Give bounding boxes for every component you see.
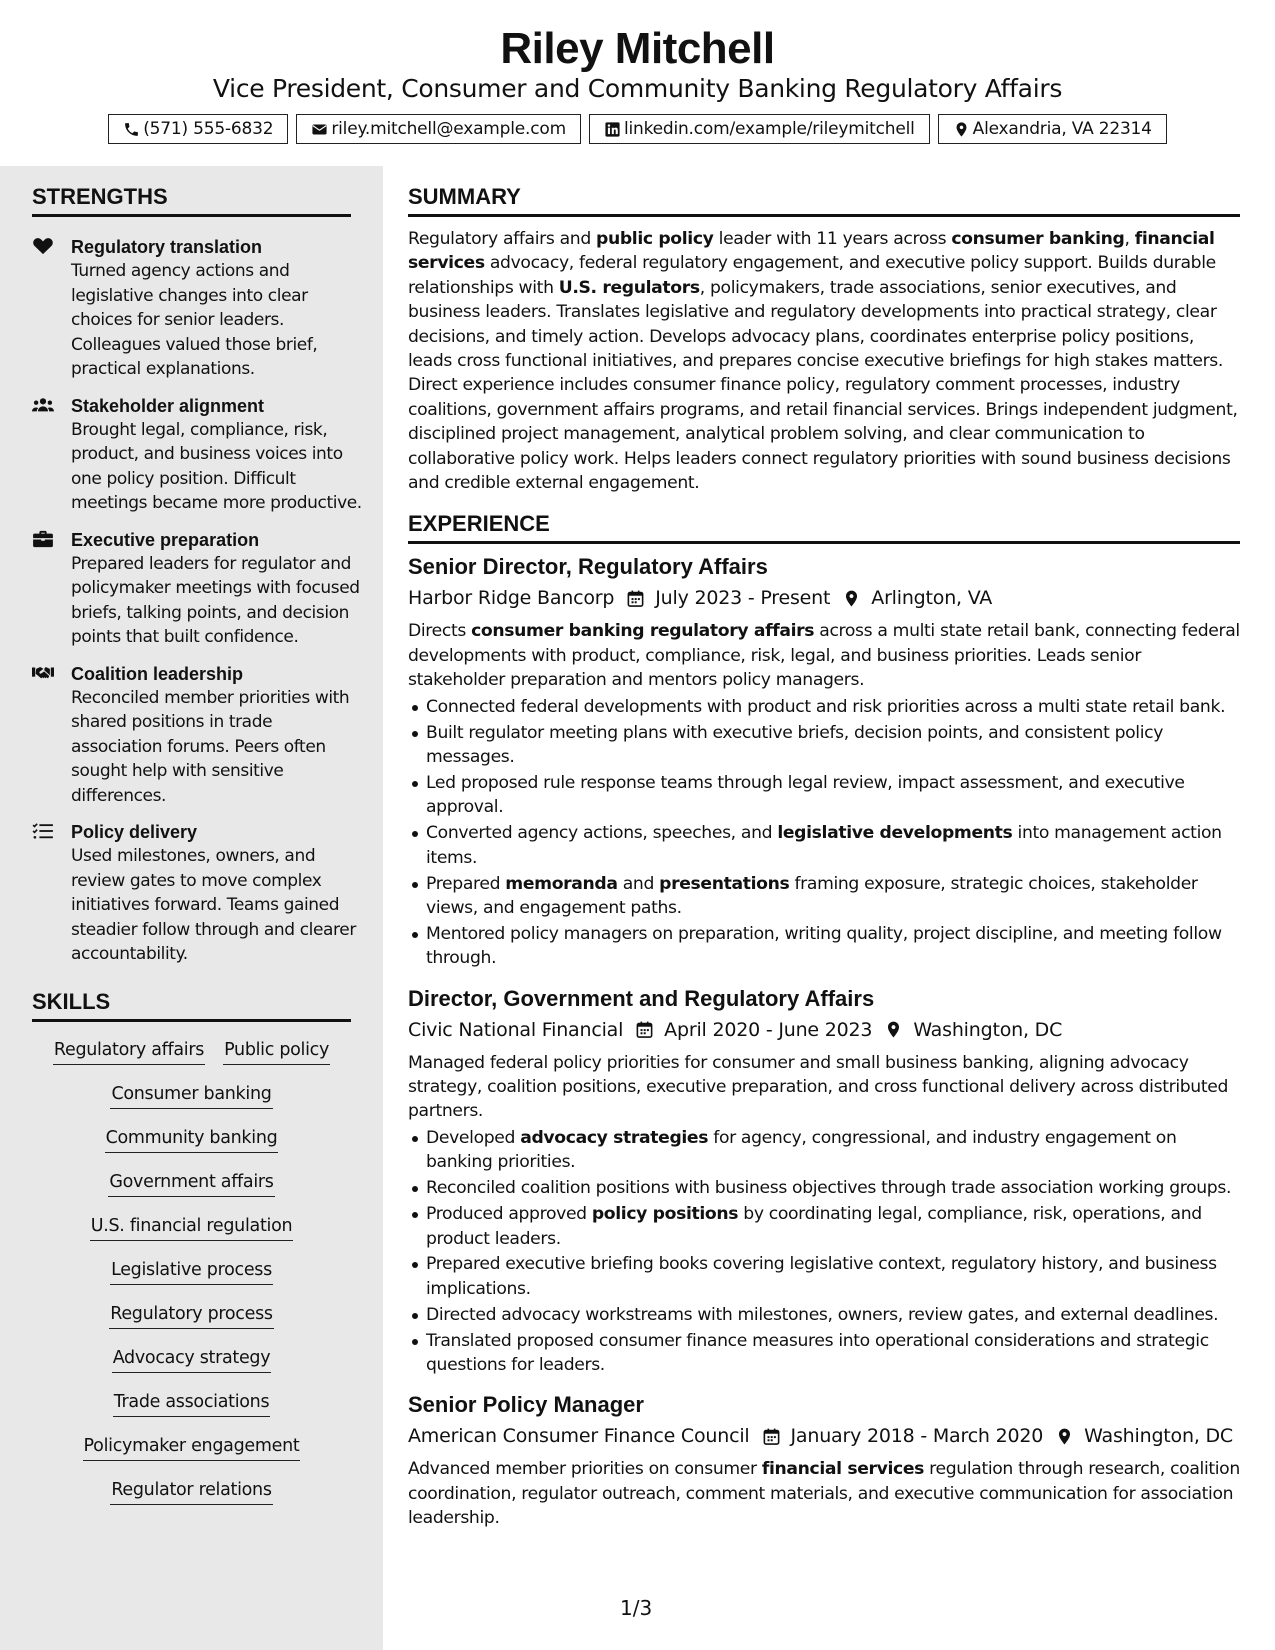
strength-item: [0, 235, 383, 382]
summary-title: SUMMARY: [408, 184, 1240, 217]
skills-title: SKILLS: [32, 989, 351, 1022]
job-entry: [408, 1391, 1240, 1530]
users-icon: [32, 396, 54, 414]
job-meta: [408, 1015, 1240, 1045]
experience-section: [408, 511, 1240, 1530]
skill-tag: Legislative process: [110, 1258, 273, 1285]
strength-item: [0, 662, 383, 809]
job-bullet: Directed advocacy workstreams with milestones, owners, review gates, and external deadlines.: [408, 1303, 1240, 1327]
job-description: Advanced member priorities on consumer financial services regulation through research, coalition coordination, regulator outreach, comment materials, and executive communication for association leadership.: [408, 1459, 1240, 1529]
job-bullet: Connected federal developments with product and risk priorities across a multi state retail bank.: [408, 695, 1240, 719]
strength-desc: Reconciled member priorities with shared positions in trade association forums. Peers often sought help with sensitive differences.: [71, 687, 350, 806]
strength-title: Coalition leadership: [71, 663, 244, 684]
contact-phone[interactable]: [108, 114, 288, 144]
skill-tag: Consumer banking: [110, 1082, 272, 1109]
job-description: Managed federal policy priorities for consumer and small business banking, aligning advocacy strategy, coalition positions, executive preparation, and cross functional delivery across distributed partners.: [408, 1052, 1229, 1122]
skill-tag: Government affairs: [108, 1170, 274, 1197]
heart-icon: [32, 237, 54, 255]
skill-tag: Trade associations: [113, 1390, 271, 1417]
bold-text: U.S. regulators: [558, 277, 700, 298]
skill-tag: Regulatory process: [109, 1302, 273, 1329]
job-bullets: [408, 1126, 1240, 1378]
page-number: 1/3: [620, 1596, 653, 1620]
strength-title: Executive preparation: [71, 529, 260, 550]
job-bullets: [408, 695, 1240, 971]
skill-tag: U.S. financial regulation: [90, 1214, 294, 1241]
resume-header: [0, 0, 1275, 166]
candidate-role: Vice President, Consumer and Community Banking Regulatory Affairs: [212, 74, 1063, 103]
strength-item: [0, 394, 383, 516]
map-pin-icon: [884, 1020, 903, 1039]
job-company: American Consumer Finance Council: [408, 1425, 750, 1448]
job-bullet: Led proposed rule response teams through legal review, impact assessment, and executive approval.: [408, 771, 1240, 820]
job-title: Director, Government and Regulatory Affairs: [408, 985, 875, 1011]
strength-desc: Turned agency actions and legislative changes into clear choices for senior leaders. Colleagues valued those brief, practical explanations.: [71, 261, 318, 379]
job-meta: [408, 1421, 1240, 1451]
contact-linkedin[interactable]: [589, 114, 930, 144]
handshake-icon: [32, 664, 54, 682]
contact-phone-text: (571) 555-6832: [143, 119, 274, 139]
linkedin-icon: [604, 121, 621, 138]
bold-text: financial services: [408, 229, 1215, 274]
strength-desc: Prepared leaders for regulator and policymaker meetings with focused briefs, talking points, and decision points that built confidence.: [71, 553, 360, 647]
bold-text: legislative developments: [777, 823, 1013, 844]
strength-title: Policy delivery: [71, 822, 198, 842]
sidebar: [0, 166, 383, 1650]
bold-text: financial services: [761, 1459, 925, 1480]
job-meta: [408, 583, 1240, 613]
job-company: Harbor Ridge Bancorp: [408, 587, 615, 610]
skill-tag: Advocacy strategy: [112, 1346, 272, 1373]
job-location: Arlington, VA: [871, 587, 993, 610]
main-content: [408, 166, 1240, 1650]
strengths-list: [0, 235, 383, 967]
job-bullet: Prepared memoranda and presentations framing exposure, strategic choices, stakeholder views, and engagement paths.: [408, 872, 1240, 921]
checklist-icon: [32, 822, 54, 840]
strength-title: Regulatory translation: [71, 237, 263, 257]
bold-text: memoranda: [505, 873, 618, 894]
bold-text: presentations: [659, 873, 790, 894]
contact-location-text: Alexandria, VA 22314: [972, 119, 1152, 139]
calendar-icon: [762, 1427, 781, 1446]
strengths-section: [0, 166, 383, 967]
map-pin-icon: [953, 121, 970, 138]
job-bullet: Produced approved policy positions by coordinating legal, compliance, risk, operations, and product leaders.: [408, 1202, 1240, 1251]
summary-section: [408, 184, 1240, 495]
job-dates: January 2018 - March 2020: [790, 1425, 1044, 1448]
contact-location: [938, 114, 1167, 144]
job-bullet: Mentored policy managers on preparation, writing quality, project discipline, and meeting follow through.: [408, 922, 1240, 971]
calendar-icon: [626, 589, 645, 608]
job-title: Senior Policy Manager: [408, 1392, 644, 1418]
skills-section: [0, 989, 383, 1505]
contact-linkedin-text: linkedin.com/example/rileymitchell: [623, 119, 915, 139]
envelope-icon: [311, 121, 328, 138]
job-bullet: Prepared executive briefing books covering legislative context, regulatory history, and business implications.: [408, 1252, 1240, 1301]
job-dates: April 2020 - June 2023: [664, 1018, 873, 1041]
skills-list: [32, 1038, 351, 1505]
summary-text: Regulatory affairs and public policy leader with 11 years across consumer banking, financial services advocacy, federal regulatory engagement, and executive policy support. Builds durable relationships with U.S. regulators, policymakers, trade associations, senior executives, and business leaders. Translates legislative and regulatory developments into practical strategy, clear decisions, and timely action. Develops advocacy plans, coordinates enterprise policy positions, leads cross functional initiatives, and prepares concise executive briefings for high stakes matters. Direct experience includes consumer finance policy, regulatory comment processes, industry coalitions, government affairs programs, and retail financial services. Brings independent judgment, disciplined project management, analytical problem solving, and clear communication to collaborative policy work. Helps leaders connect regulatory priorities with sound business decisions and credible external engagement.: [408, 229, 1238, 494]
job-bullet: Translated proposed consumer finance measures into operational considerations and strategic questions for leaders.: [408, 1329, 1240, 1378]
job-bullet: Built regulator meeting plans with executive briefs, decision points, and consistent policy messages.: [408, 721, 1240, 770]
job-location: Washington, DC: [913, 1018, 1063, 1041]
map-pin-icon: [1055, 1427, 1074, 1446]
contact-email[interactable]: [296, 114, 581, 144]
candidate-name: Riley Mitchell: [500, 24, 775, 73]
skill-tag: Public policy: [223, 1038, 330, 1065]
calendar-icon: [635, 1020, 654, 1039]
skill-tag: Regulatory affairs: [53, 1038, 205, 1065]
phone-icon: [123, 121, 140, 138]
job-entry: [408, 553, 1240, 970]
job-company: Civic National Financial: [408, 1018, 624, 1041]
job-bullet: Developed advocacy strategies for agency, congressional, and industry engagement on banking priorities.: [408, 1126, 1240, 1175]
experience-title: EXPERIENCE: [408, 511, 1240, 544]
skill-tag: Regulator relations: [110, 1478, 272, 1505]
strength-item: [0, 528, 383, 650]
job-bullet: Converted agency actions, speeches, and legislative developments into management action items.: [408, 821, 1240, 870]
strength-desc: Brought legal, compliance, risk, product, and business voices into one policy position. Difficult meetings became more productive.: [71, 419, 362, 513]
bold-text: consumer banking: [951, 229, 1125, 249]
strength-item: [0, 820, 383, 967]
job-dates: July 2023 - Present: [655, 587, 831, 610]
strength-title: Stakeholder alignment: [71, 395, 265, 416]
bold-text: policy positions: [591, 1204, 739, 1225]
contact-bar: [0, 114, 1275, 144]
skill-tag: Policymaker engagement: [83, 1434, 301, 1461]
briefcase-icon: [32, 530, 54, 548]
bold-text: public policy: [596, 229, 714, 249]
job-title: Senior Director, Regulatory Affairs: [408, 554, 768, 580]
skill-tag: Community banking: [105, 1126, 279, 1153]
job-location: Washington, DC: [1084, 1425, 1234, 1448]
job-description: Directs consumer banking regulatory affairs across a multi state retail bank, connecting federal developments with product, compliance, risk, legal, and business priorities. Leads senior stakeholder preparation and mentors policy managers.: [408, 621, 1240, 691]
contact-email-text: riley.mitchell@example.com: [331, 119, 566, 139]
job-bullet: Reconciled coalition positions with business objectives through trade association working groups.: [408, 1176, 1240, 1200]
map-pin-icon: [842, 589, 861, 608]
strength-desc: Used milestones, owners, and review gates to move complex initiatives forward. Teams gained steadier follow through and clearer accountability.: [71, 846, 356, 964]
bold-text: advocacy strategies: [520, 1127, 709, 1148]
bold-text: consumer banking regulatory affairs: [471, 621, 815, 642]
job-entry: [408, 985, 1240, 1378]
strengths-title: STRENGTHS: [32, 184, 351, 217]
